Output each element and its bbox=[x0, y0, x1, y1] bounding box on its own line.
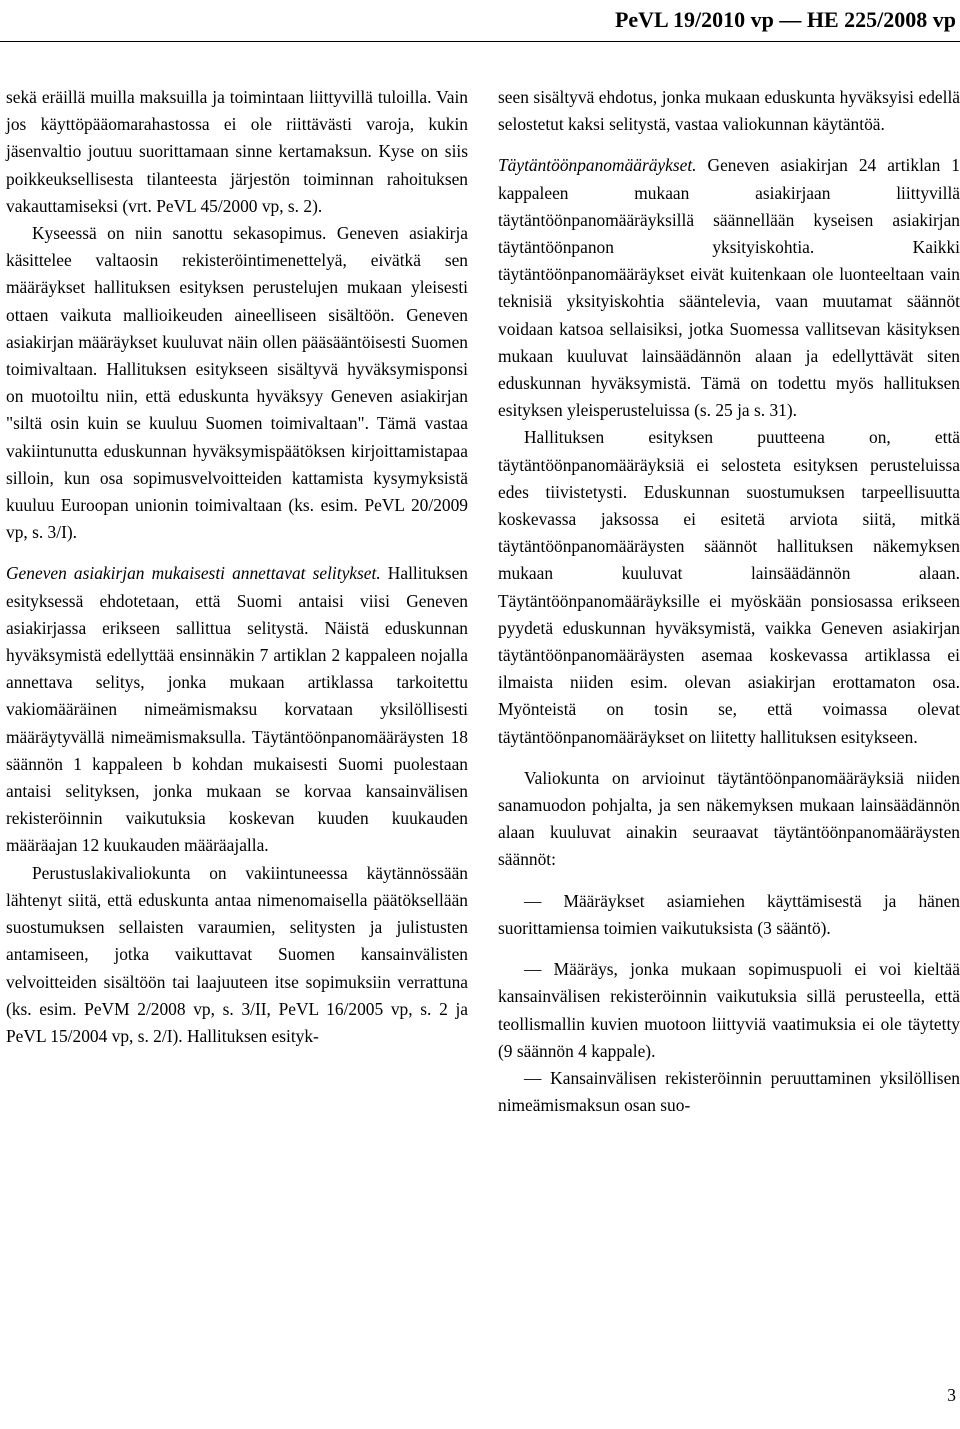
right-list-item-2: — Määräys, jonka mukaan sopimuspuoli ei voi kieltää kansainvälisen rekisteröinnin vaikutuksia sillä perusteella, että teollismallin kuvien muotoon liittyviä vaatimuksia ei ole täytetty (9 säännön 4 kappale). bbox=[498, 959, 960, 1061]
right-paragraph-2-heading: Täytäntöönpanomääräykset. bbox=[498, 155, 697, 176]
header-title: PeVL 19/2010 vp — HE 225/2008 vp bbox=[614, 7, 956, 32]
left-paragraph-2: Kyseessä on niin sanottu sekasopimus. Geneven asiakirja käsittelee valtaosin rekisteröintimenettelyä, eivätkä sen määräykset hallituksen esityksen perustelujen mukaan yleisesti ottaen vaikuta mallioikeuden aineelliseen sisältöön. Geneven asiakirjan määräykset kuuluvat näin ollen pääsääntöisesti Suomen toimivaltaan. Hallituksen esitykseen sisältyvä hyväksymisponsi on muotoiltu niin, että eduskunta hyväksyy Geneven asiakirjan "siltä osin kuin se kuuluu Suomen toimivaltaan". Tämä vastaa vakiintunutta eduskunnan hyväksymispäätöksen kirjoittamistapaa silloin, kun osa sopimusvelvoitteiden kattamista kysymyksistä kuuluu Euroopan unionin toimivaltaan (ks. esim. PeVL 20/2009 vp, s. 3/I). bbox=[6, 223, 468, 543]
left-paragraph-3-heading: Geneven asiakirjan mukaisesti annettavat selitykset. bbox=[6, 563, 381, 584]
right-paragraph-4: Valiokunta on arvioinut täytäntöönpanomääräyksiä niiden sanamuodon pohjalta, ja sen näkemyksen mukaan lainsäädännön alaan kuuluvat ainakin seuraavat täytäntöönpanomääräysten säännöt: bbox=[498, 767, 960, 870]
right-column bbox=[498, 84, 960, 1119]
right-paragraph-1: seen sisältyvä ehdotus, jonka mukaan eduskunta hyväksyisi edellä selostetut kaksi selitystä, vastaa valiokunnan käytäntöä. bbox=[498, 87, 960, 135]
left-paragraph-4: Perustuslakivaliokunta on vakiintuneessa käytännössään lähtenyt siitä, että eduskunta antaa nimenomaisella päätöksellään suostumuksen sellaisten varaumien, selitysten ja julistusten antamiseen, jotka vaikuttavat Suomen kansainvälisten velvoitteiden sisältöön tai laajuuteen itse sopimuksiin verrattuna (ks. esim. PeVM 2/2008 vp, s. 3/II, PeVL 16/2005 vp, s. 2 ja PeVL 15/2004 vp, s. 2/I). Hallituksen esityk- bbox=[6, 862, 468, 1046]
left-paragraph-3 bbox=[6, 560, 468, 859]
page-number: 3 bbox=[947, 1385, 956, 1405]
right-list-item-3: — Kansainvälisen rekisteröinnin peruuttaminen yksilöllisen nimeämismaksun osan suo- bbox=[498, 1067, 960, 1116]
left-column bbox=[6, 84, 468, 1050]
left-paragraph-3-text: Hallituksen esityksessä ehdotetaan, että Suomi antaisi viisi Geneven asiakirjassa erikseen sallittua selitystä. Näistä eduskunnan hyväksymistä edellyttää ensinnäkin 7 artiklan 2 kappaleen nojalla annettava selitys, jonka mukaan artiklassa tarkoitettu vakiomääräinen nimeämismaksu korvataan yksilöllisesti määräytyvällä nimeämismaksulla. Täytäntöönpanomääräysten 18 säännön 1 kappaleen b kohdan mukaisesti Suomi puolestaan antaisi selityksen, jonka mukaan se korvaa kansainvälisen rekisteröinnin vaikutuksia koskevan kuuden kuukauden määräajan 12 kuukauden määräajalla. bbox=[6, 563, 468, 856]
right-paragraph-2-text: Geneven asiakirjan 24 artiklan 1 kappaleen mukaan asiakirjaan liittyvillä täytäntöönpanomääräyksillä säännellään kyseisen asiakirjan täytäntöönpanon yksityiskohtia. Kaikki täytäntöönpanomääräykset eivät kuitenkaan ole luonteeltaan vain teknisiä yksityiskohtia sääntelevia, vaan muutamat säännöt voidaan katsoa sellaisiksi, jotka Suomessa vallitsevan käsityksen mukaan kuuluvat lainsäädännön alaan ja edellyttävät siten eduskunnan hyväksymistä. Tämä on todettu myös hallituksen esityksen yleisperusteluissa (s. 25 ja s. 31). bbox=[498, 155, 960, 421]
running-header bbox=[520, 0, 960, 40]
left-paragraph-1: sekä eräillä muilla maksuilla ja toimintaan liittyvillä tuloilla. Vain jos käyttöpääomarahastossa ei ole riittävästi varoja, kukin jäsenvaltio joutuu suorittamaan sinne kertamaksun. Kyse on siis poikkeuksellisesta tilanteesta järjestön toiminnan rahoituksen vakauttamiseksi (vrt. PeVL 45/2000 vp, s. 2). bbox=[6, 87, 468, 216]
right-paragraph-3: Hallituksen esityksen puutteena on, että täytäntöönpanomääräyksiä ei selosteta esityksen perusteluissa edes tiivistetysti. Eduskunnan suostumuksen tarpeellisuutta koskevassa jaksossa ei esitetä arviota siitä, mitkä täytäntöönpanomääräysten säännöt hallituksen näkemyksen mukaan kuuluvat lainsäädännön alaan. Täytäntöönpanomääräyksille ei myöskään ponsiosassa erikseen pyydetä eduskunnan hyväksymistä, vaikka Geneven asiakirjan täytäntöönpanomääräysten asemaa koskevassa artiklassa ei ilmaista niiden esim. olevan asiakirjan erottamaton osa. Myönteistä on tosin se, että voimassa olevat täytäntöönpanomääräykset on liitetty hallituksen esitykseen. bbox=[498, 427, 960, 747]
right-list-item-1: — Määräykset asiamiehen käyttämisestä ja hänen suorittamiensa toimien vaikutuksista (3 sääntö). bbox=[498, 890, 960, 938]
right-paragraph-2 bbox=[498, 152, 960, 424]
header-rule bbox=[0, 41, 960, 42]
